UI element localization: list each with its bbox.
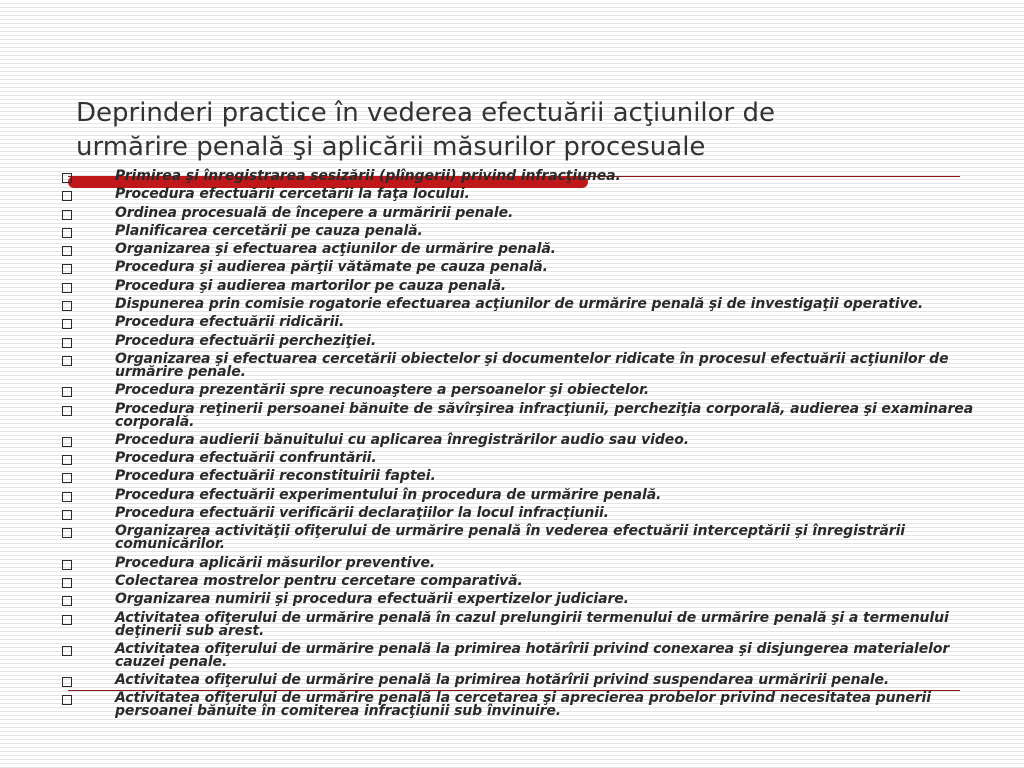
bullet-text: Procedura efectuării confruntării. [115, 450, 377, 467]
bullet-text: Procedura audierii bănuitului cu aplicarea înregistrărilor audio sau video. [115, 431, 689, 448]
bullet-item-15 [62, 452, 982, 465]
square-bullet-icon [62, 387, 72, 397]
bullet-item-25 [62, 674, 982, 687]
bullet-text: Procedura efectuării experimentului în procedura de urmărire penală. [115, 486, 662, 503]
square-bullet-icon [62, 301, 72, 311]
bullet-item-3 [62, 204, 982, 221]
square-bullet-icon [62, 455, 72, 465]
bullet-item-22 [62, 593, 982, 606]
bullet-text: Procedura efectuării reconstituirii faptei. [115, 468, 436, 485]
square-bullet-icon [62, 283, 72, 293]
square-bullet-icon [62, 228, 72, 238]
slide-title [76, 96, 976, 164]
bullet-item-26 [62, 692, 982, 718]
bullet-text: Procedura efectuării verificării declaraţiilor la locul infracţiunii. [115, 505, 609, 522]
bullet-item-12 [62, 384, 982, 397]
bullet-text: Activitatea ofiţerului de urmărire penală la primirea hotărîrii privind suspendarea urmăririi penale. [115, 672, 890, 689]
bullet-text: Organizarea şi efectuarea cercetării obiectelor şi documentelor ridicate în procesul efectuării acţiunilor de urmărire penale. [115, 350, 949, 380]
bullet-text: Organizarea activităţii ofiţerului de urmărire penală în vederea efectuării interceptării şi înregistrării comunicărilor. [115, 523, 905, 553]
square-bullet-icon [62, 246, 72, 256]
square-bullet-icon [62, 615, 72, 625]
bullet-text: Procedura efectuării percheziţiei. [115, 332, 377, 349]
square-bullet-icon [62, 695, 72, 705]
bullet-item-5 [62, 243, 982, 256]
square-bullet-icon [62, 191, 72, 201]
square-bullet-icon [62, 677, 72, 687]
bullet-text: Primirea şi înregistrarea sesizării (plîngerii) privind infracţiunea. [115, 168, 621, 184]
bullet-item-18 [62, 507, 982, 520]
square-bullet-icon [62, 596, 72, 606]
bullet-item-10 [62, 332, 982, 349]
bullet-item-6 [62, 261, 982, 274]
square-bullet-icon [62, 528, 72, 538]
bullet-text: Procedura prezentării spre recunoaştere a persoanelor şi obiectelor. [115, 382, 650, 399]
square-bullet-icon [62, 338, 72, 348]
bullet-item-16 [62, 470, 982, 483]
bullet-text: Procedura efectuării ridicării. [115, 314, 345, 331]
square-bullet-icon [62, 264, 72, 274]
bullet-text: Organizarea şi efectuarea acţiunilor de urmărire penală. [115, 241, 556, 258]
bullet-item-14 [62, 431, 982, 448]
bullet-item-21 [62, 572, 982, 589]
bullet-item-24 [62, 640, 982, 670]
slide-title-line-1: Deprinderi practice în vederea efectuării acţiunilor de [76, 98, 776, 128]
bullet-item-9 [62, 316, 982, 329]
square-bullet-icon [62, 578, 72, 588]
bullet-text: Procedura efectuării cercetării la faţa locului. [115, 186, 470, 203]
bullet-text: Procedura reţinerii persoanei bănuite de săvîrşirea infracţiunii, percheziţia corporală, audierea şi examinarea corporală. [115, 400, 974, 430]
bullet-text: Activitatea ofiţerului de urmărire penală la cercetarea şi aprecierea probelor privind necesitatea punerii persoanei bănuite în comiterea infracţiunii sub învinuire. [115, 690, 931, 720]
bullet-text: Procedura aplicării măsurilor preventive. [115, 554, 436, 571]
bullet-item-19 [62, 525, 982, 551]
bullet-item-23 [62, 609, 982, 639]
bullet-item-1 [62, 170, 982, 183]
bullet-item-7 [62, 277, 982, 294]
bullet-item-11 [62, 350, 982, 380]
bullet-text: Activitatea ofiţerului de urmărire penală la primirea hotărîrii privind conexarea şi disjungerea materialelor cauzei penale. [115, 640, 950, 670]
slide-title-line-2: urmărire penală şi aplicării măsurilor procesuale [76, 132, 706, 162]
bullet-text: Ordinea procesuală de începere a urmăririi penale. [115, 204, 514, 221]
square-bullet-icon [62, 473, 72, 483]
bullet-list [62, 170, 982, 724]
bullet-item-17 [62, 486, 982, 503]
square-bullet-icon [62, 356, 72, 366]
square-bullet-icon [62, 437, 72, 447]
bullet-text: Procedura şi audierea martorilor pe cauza penală. [115, 277, 507, 294]
square-bullet-icon [62, 492, 72, 502]
bullet-item-20 [62, 554, 982, 571]
bullet-item-13 [62, 400, 982, 430]
bullet-text: Dispunerea prin comisie rogatorie efectuarea acţiunilor de urmărire penală şi de investigaţii operative. [115, 296, 924, 313]
square-bullet-icon [62, 646, 72, 656]
square-bullet-icon [62, 560, 72, 570]
square-bullet-icon [62, 319, 72, 329]
bullet-text: Colectarea mostrelor pentru cercetare comparativă. [115, 572, 523, 589]
bullet-text: Activitatea ofiţerului de urmărire penală în cazul prelungirii termenului de urmărire penală şi a termenului deţinerii sub arest. [115, 609, 949, 639]
square-bullet-icon [62, 510, 72, 520]
bullet-item-8 [62, 298, 982, 311]
square-bullet-icon [62, 210, 72, 220]
square-bullet-icon [62, 173, 72, 183]
bullet-text: Organizarea numirii şi procedura efectuării expertizelor judiciare. [115, 591, 629, 608]
bullet-text: Procedura şi audierea părţii vătămate pe cauza penală. [115, 259, 548, 276]
square-bullet-icon [62, 406, 72, 416]
bullet-item-4 [62, 222, 982, 239]
bullet-item-2 [62, 188, 982, 201]
bullet-text: Planificarea cercetării pe cauza penală. [115, 222, 423, 239]
